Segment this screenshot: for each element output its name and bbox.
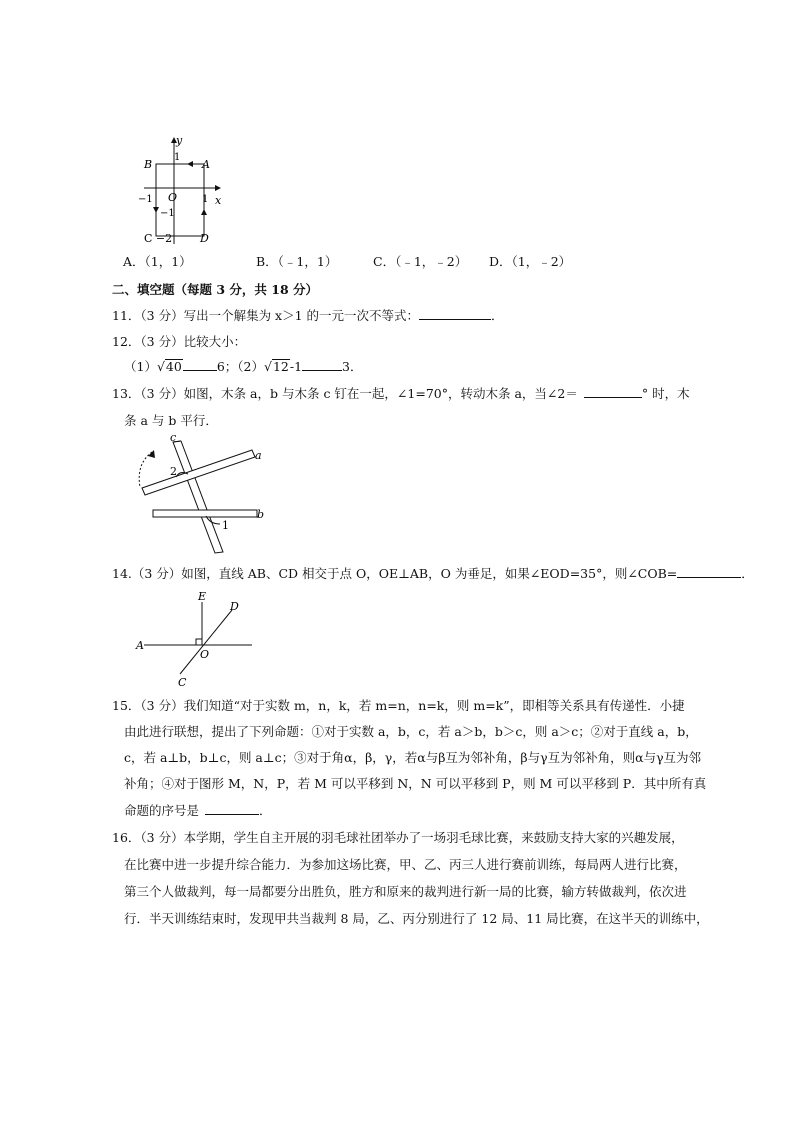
q15-line-4: 补角；④对于图形 M，N，P，若 M 可以平移到 N，N 可以平移到 P，则 M 可以平移到 P．其中所有真 <box>124 776 707 791</box>
q14-intersecting-lines-figure <box>134 588 254 688</box>
q15-line-2: 由此进行联想，提出了下列命题：①对于实数 a，b，c，若 a＞b，b＞c，则 a＞c；②对于直线 a，b， <box>124 724 698 739</box>
q13-answer-blank[interactable] <box>584 385 642 398</box>
point-d-label: D <box>230 600 239 613</box>
tick-minus1-x: −1 <box>138 194 153 205</box>
option-a[interactable]: A．（1，1） <box>123 254 192 269</box>
q15-prompt: 命题的序号是 <box>124 803 200 818</box>
q16-line-3: 第三个人做裁判，每一局都要分出胜负，胜方和原来的裁判进行新一局的比赛，输方转做裁判，依次进 <box>124 884 687 899</box>
q12-end: 3． <box>342 359 363 374</box>
point-a-label: A <box>202 158 210 171</box>
point-e-label: E <box>198 590 207 603</box>
stick-c-label: c <box>170 432 177 444</box>
q11-text: 11．（3 分）写出一个解集为 x＞1 的一元一次不等式： <box>112 308 420 323</box>
q15-answer-blank[interactable] <box>205 802 259 815</box>
option-b[interactable]: B．（﹣1，1） <box>256 254 338 269</box>
q14-end: ． <box>741 566 754 581</box>
q15-line-3: c，若 a⊥b，b⊥c，则 a⊥c；③对于角α，β，γ，若α与β互为邻补角，β与γ互为邻补角，则α与γ互为邻 <box>124 750 702 765</box>
q13-wooden-sticks-figure <box>128 432 268 556</box>
q14-answer-blank[interactable] <box>677 565 741 578</box>
q13-text: 13．（3 分）如图，木条 a，b 与木条 c 钉在一起，∠1=70°，转动木条 a，当∠2＝ <box>112 386 578 401</box>
q15-line-1: 15．（3 分）我们知道“对于实数 m，n，k，若 m=n，n=k，则 m=k”，即相等关系具有传递性．小捷 <box>112 698 685 713</box>
q10-coordinate-figure <box>136 134 226 246</box>
q12-radicand-12: 12 <box>272 359 289 374</box>
q11-answer-blank[interactable] <box>419 307 491 320</box>
stick-b-label: b <box>257 508 265 521</box>
question-12-parts <box>124 358 363 376</box>
sqrt-symbol: √ <box>263 359 272 374</box>
question-11 <box>112 307 504 325</box>
q15-end: ． <box>259 803 272 818</box>
stick-a-label: a <box>255 449 262 462</box>
angle-2-label: 2 <box>170 465 177 478</box>
question-12: 12．（3 分）比较大小： <box>112 334 247 349</box>
q16-line-4: 行．半天训练结束时，发现甲共当裁判 8 局，乙、丙分别进行了 12 局、11 局比赛，在这半天的训练中， <box>124 911 709 926</box>
q12-blank-2[interactable] <box>302 358 342 371</box>
question-13-line2: 条 a 与 b 平行． <box>124 413 218 428</box>
option-c[interactable]: C．（﹣1，﹣2） <box>373 254 468 269</box>
q16-line-2: 在比赛中进一步提升综合能力．为参加这场比赛，甲、乙、丙三人进行赛前训练，每局两人进行比赛， <box>124 857 687 872</box>
q11-end: ． <box>491 308 504 323</box>
point-d-label: D <box>200 232 209 245</box>
q15-line-5 <box>124 802 272 820</box>
q14-text: 14.（3 分）如图，直线 AB、CD 相交于点 O，OE⊥AB，O 为垂足，如果∠EOD=35°，则∠COB= <box>112 566 678 581</box>
question-14 <box>112 565 754 583</box>
q12-radicand-40: 40 <box>165 359 182 374</box>
point-a-label: A <box>136 639 144 652</box>
angle-1-label: 1 <box>222 519 229 532</box>
tick-1-x: 1 <box>202 194 209 205</box>
point-o-label: O <box>200 648 210 661</box>
sqrt-symbol: √ <box>156 359 165 374</box>
q16-line-1: 16．（3 分）本学期，学生自主开展的羽毛球社团举办了一场羽毛球比赛，来鼓励支持大家的兴趣发展， <box>112 830 684 845</box>
tick-minus1-y: −1 <box>160 208 175 219</box>
q12-blank-1[interactable] <box>183 358 217 371</box>
q12-mid: 6；（2） <box>216 359 264 374</box>
origin-label: O <box>168 191 178 204</box>
q13-end: ° 时，木 <box>641 386 690 401</box>
point-c-label: C −2 <box>144 232 173 245</box>
point-c-label: C <box>178 676 187 688</box>
x-axis-label: x <box>215 194 222 207</box>
option-d[interactable]: D．（1，﹣2） <box>489 254 572 269</box>
tick-1-y: 1 <box>174 152 181 163</box>
point-b-label: B <box>144 158 153 171</box>
q12-minus-one: -1 <box>289 359 303 374</box>
question-13-line1 <box>112 385 690 403</box>
q12-part1-prefix: （1） <box>124 359 157 374</box>
section-title: 二、填空题（每题 3 分，共 18 分） <box>112 282 319 297</box>
y-axis-label: y <box>176 134 183 147</box>
